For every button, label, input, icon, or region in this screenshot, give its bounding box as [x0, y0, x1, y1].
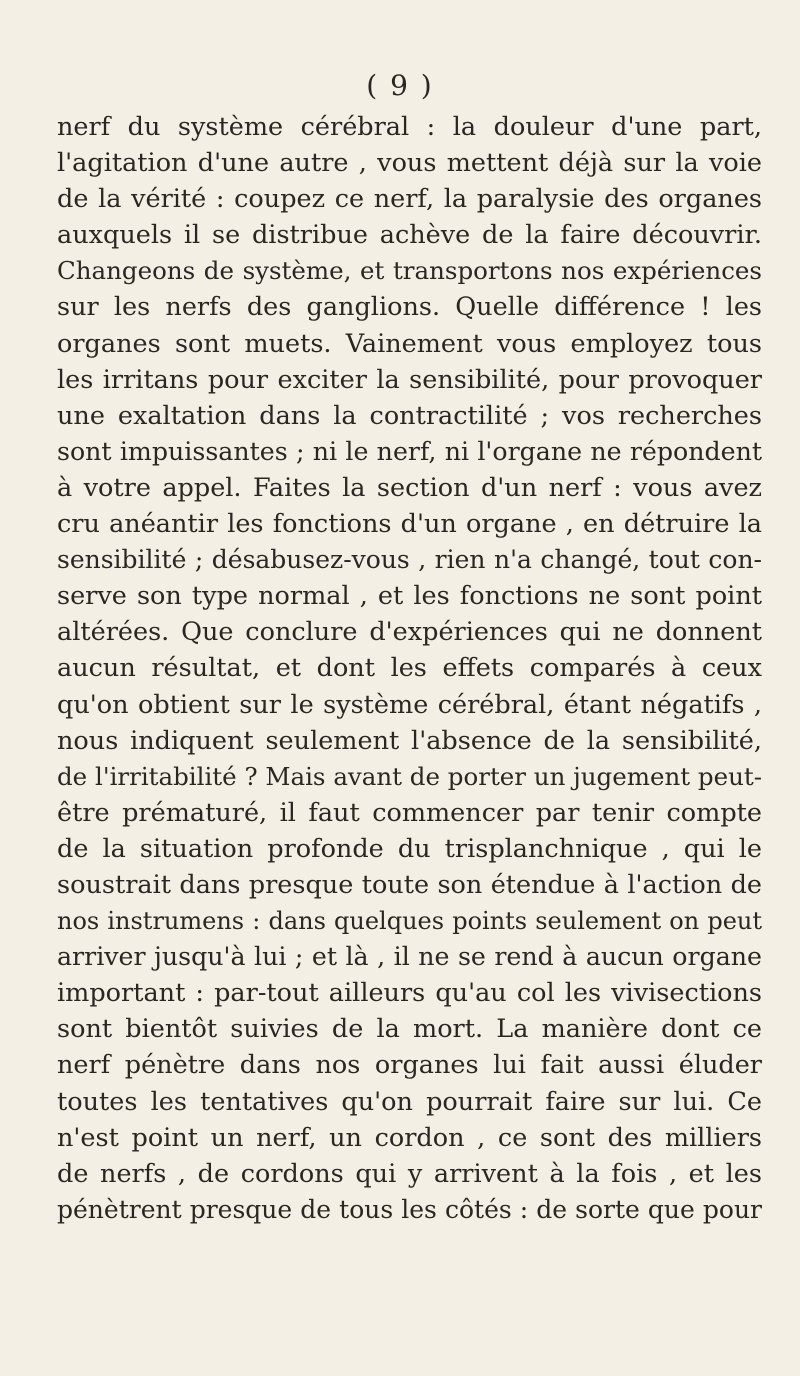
text-line: nerf pénètre dans nos organes lui fait aussi éluder: [57, 1050, 762, 1081]
text-line: altérées. Que conclure d'expériences qui ne donnent: [57, 617, 762, 648]
text-line: sont bientôt suivies de la mort. La manière dont ce: [57, 1014, 762, 1045]
text-line: une exaltation dans la contractilité ; vos recherches: [57, 400, 762, 431]
text-line: serve son type normal , et les fonctions ne sont point: [57, 581, 762, 612]
text-line: nos instrumens : dans quelques points seulement on peut: [57, 907, 762, 936]
text-line: aucun résultat, et dont les effets comparés à ceux: [57, 653, 762, 684]
text-line: nous indiquent seulement l'absence de la sensibilité,: [57, 725, 762, 756]
text-line: l'agitation d'une autre , vous mettent déjà sur la voie: [57, 148, 762, 179]
text-line: toutes les tentatives qu'on pourrait faire sur lui. Ce: [57, 1086, 762, 1117]
text-line: qu'on obtient sur le système cérébral, étant négatifs ,: [57, 689, 762, 720]
text-line: arriver jusqu'à lui ; et là , il ne se rend à aucun organe: [57, 942, 762, 972]
page-number: ( 9 ): [366, 69, 434, 102]
text-line: soustrait dans presque toute son étendue à l'action de: [57, 869, 762, 900]
text-line: de nerfs , de cordons qui y arrivent à la fois , et les: [57, 1158, 762, 1189]
body-text: [57, 109, 762, 1228]
text-line: auxquels il se distribue achève de la faire découvrir.: [57, 220, 762, 251]
text-line: les irritans pour exciter la sensibilité, pour provoquer: [57, 364, 762, 395]
text-line: Changeons de système, et transportons nos expériences: [57, 256, 762, 286]
text-line: cru anéantir les fonctions d'un organe , en détruire la: [57, 509, 762, 540]
text-line: de la situation profonde du trisplanchnique , qui le: [57, 833, 762, 864]
text-line: à votre appel. Faites la section d'un nerf : vous avez: [57, 472, 762, 503]
text-line: être prématuré, il faut commencer par tenir compte: [57, 797, 762, 828]
text-line: n'est point un nerf, un cordon , ce sont des milliers: [57, 1122, 762, 1153]
text-line: sur les nerfs des ganglions. Quelle différence ! les: [57, 292, 762, 323]
text-line: sont impuissantes ; ni le nerf, ni l'organe ne répondent: [57, 436, 762, 466]
text-line: de l'irritabilité ? Mais avant de porter un jugement peut-: [57, 761, 762, 791]
text-line: nerf du système cérébral : la douleur d'une part,: [57, 112, 762, 142]
text-line: important : par-tout ailleurs qu'au col les vivisections: [57, 978, 762, 1009]
text-line: sensibilité ; désabusez-vous , rien n'a changé, tout con-: [57, 545, 762, 575]
text-line: pénètrent presque de tous les côtés : de sorte que pour: [57, 1194, 762, 1224]
text-line: organes sont muets. Vainement vous employez tous: [57, 328, 762, 359]
text-line: de la vérité : coupez ce nerf, la paralysie des organes: [57, 184, 762, 215]
